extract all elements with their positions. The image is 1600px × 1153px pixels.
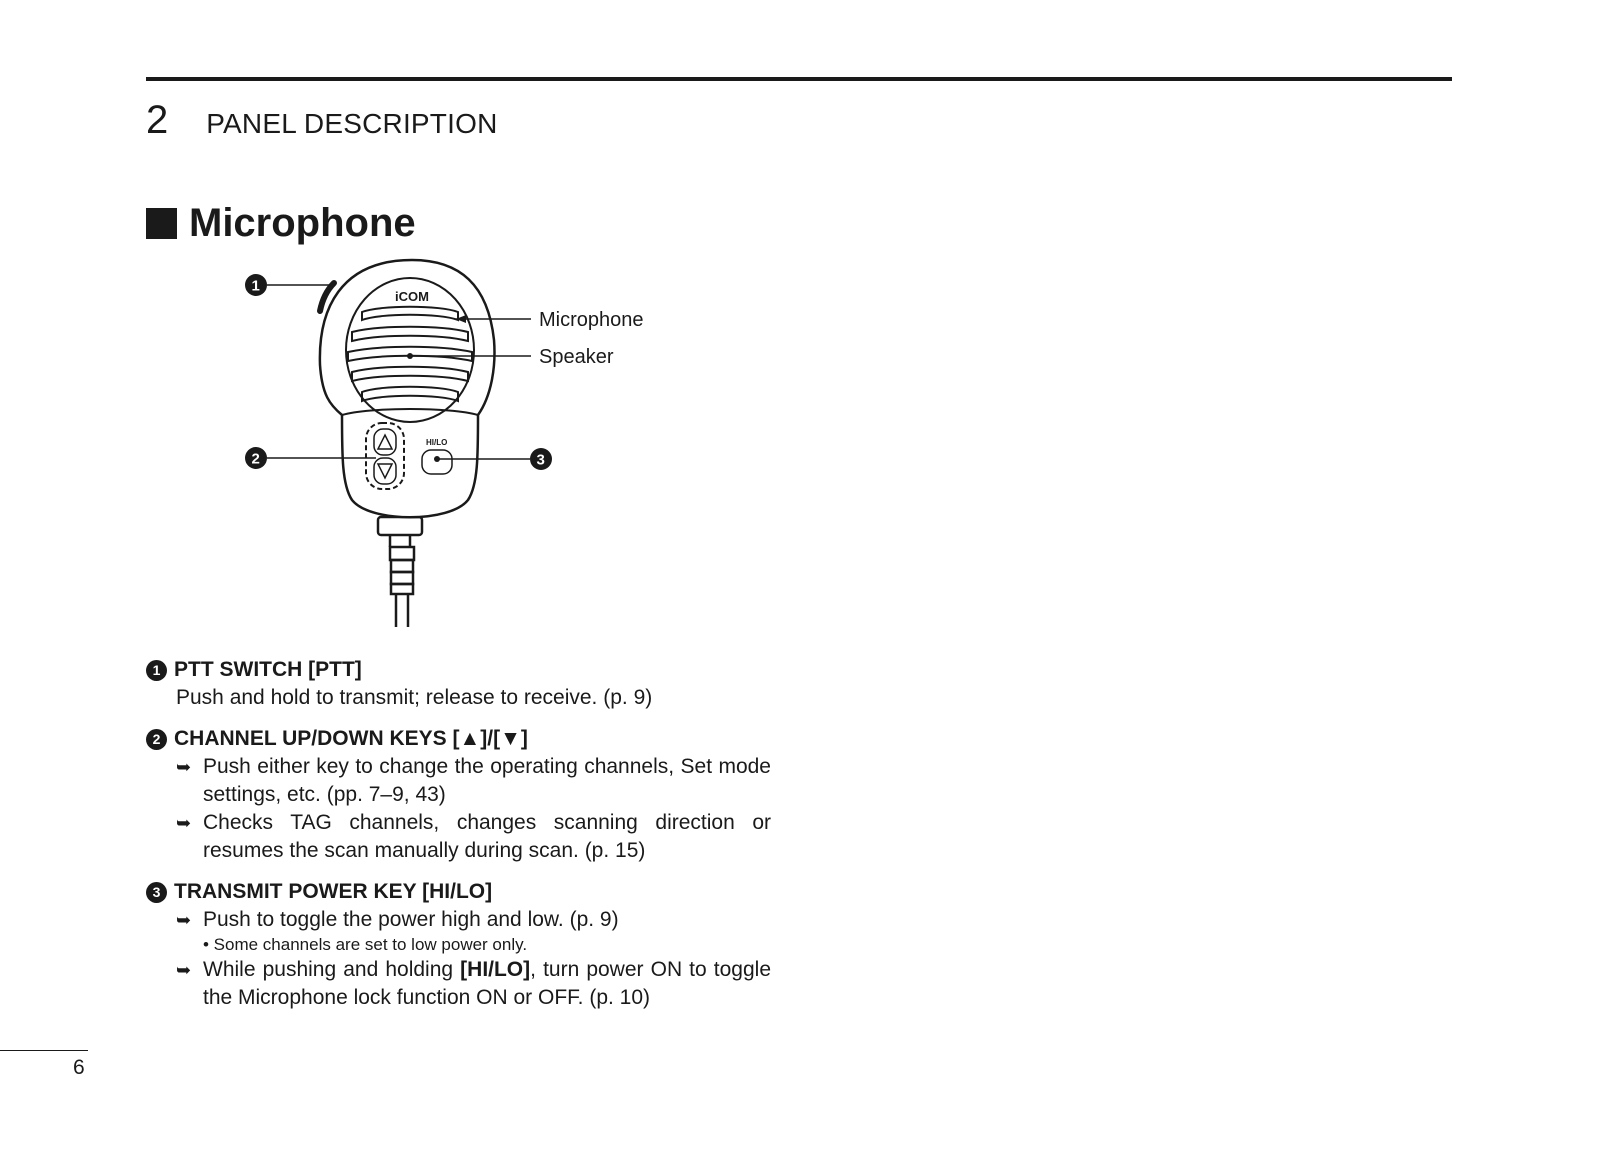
item-heading (146, 656, 771, 684)
list-item (146, 956, 771, 1012)
item-title: CHANNEL UP/DOWN KEYS [▲]/[▼] (174, 727, 528, 750)
bullet-prefix: While pushing and holding (203, 958, 461, 981)
section-heading (146, 200, 416, 246)
mic-cable (378, 517, 422, 627)
callout-number-3: 3 (536, 451, 545, 469)
bullet-text: Push either key to change the operating channels, Set mode settings, etc. (pp. 7–9, 43) (203, 755, 771, 806)
item-heading (146, 725, 771, 753)
bullet-text: Checks TAG channels, changes scanning direction or resumes the scan manually during scan. (p. 15) (203, 811, 771, 862)
bullet-separator: , (530, 958, 544, 981)
brand-logo: iCOM (395, 289, 429, 304)
top-rule (146, 77, 1452, 81)
footer-rule (0, 1050, 88, 1051)
hilo-key-reference: [HI/LO] (460, 958, 531, 981)
item-number-badge: 3 (146, 882, 167, 903)
chapter-heading (146, 98, 497, 142)
arrow-bullet-icon: ➥ (176, 813, 192, 833)
down-key (374, 458, 396, 484)
list-item (146, 753, 771, 809)
microphone-illustration (230, 255, 680, 635)
arrow-bullet-icon: ➥ (176, 960, 192, 980)
item-channel-keys (146, 725, 771, 865)
up-key (374, 429, 396, 455)
arrow-bullet-icon: ➥ (176, 757, 192, 777)
bullet-text (203, 956, 771, 1012)
callout-microphone-label: Microphone (539, 309, 644, 331)
callout-speaker-label: Speaker (539, 346, 614, 368)
callout-number-2: 2 (251, 450, 260, 468)
list-item (146, 906, 771, 934)
item-body: Push and hold to transmit; release to receive. (p. 9) (176, 686, 653, 709)
section-title: Microphone (189, 201, 416, 245)
bullet-suffix: turn power ON to toggle the Microphone lock function ON or OFF. (p. 10) (203, 958, 771, 1009)
hilo-label: HI/LO (426, 438, 448, 447)
note-text: • Some channels are set to low power only. (203, 935, 528, 954)
item-heading (146, 878, 771, 906)
item-number-badge: 1 (146, 660, 167, 681)
bullet-text: Push to toggle the power high and low. (p. 9) (203, 908, 619, 931)
item-title: PTT SWITCH [PTT] (174, 658, 362, 681)
list-item (146, 809, 771, 865)
item-title: TRANSMIT POWER KEY [HI/LO] (174, 880, 493, 903)
chapter-number: 2 (146, 98, 169, 142)
page-number: 6 (73, 1056, 85, 1079)
item-ptt-switch (146, 656, 771, 712)
arrow-bullet-icon: ➥ (176, 910, 192, 930)
item-transmit-power-key (146, 878, 771, 1012)
chapter-title: PANEL DESCRIPTION (206, 108, 498, 139)
section-marker-square (146, 208, 177, 239)
item-number-badge: 2 (146, 729, 167, 750)
callout-number-1: 1 (251, 277, 260, 295)
